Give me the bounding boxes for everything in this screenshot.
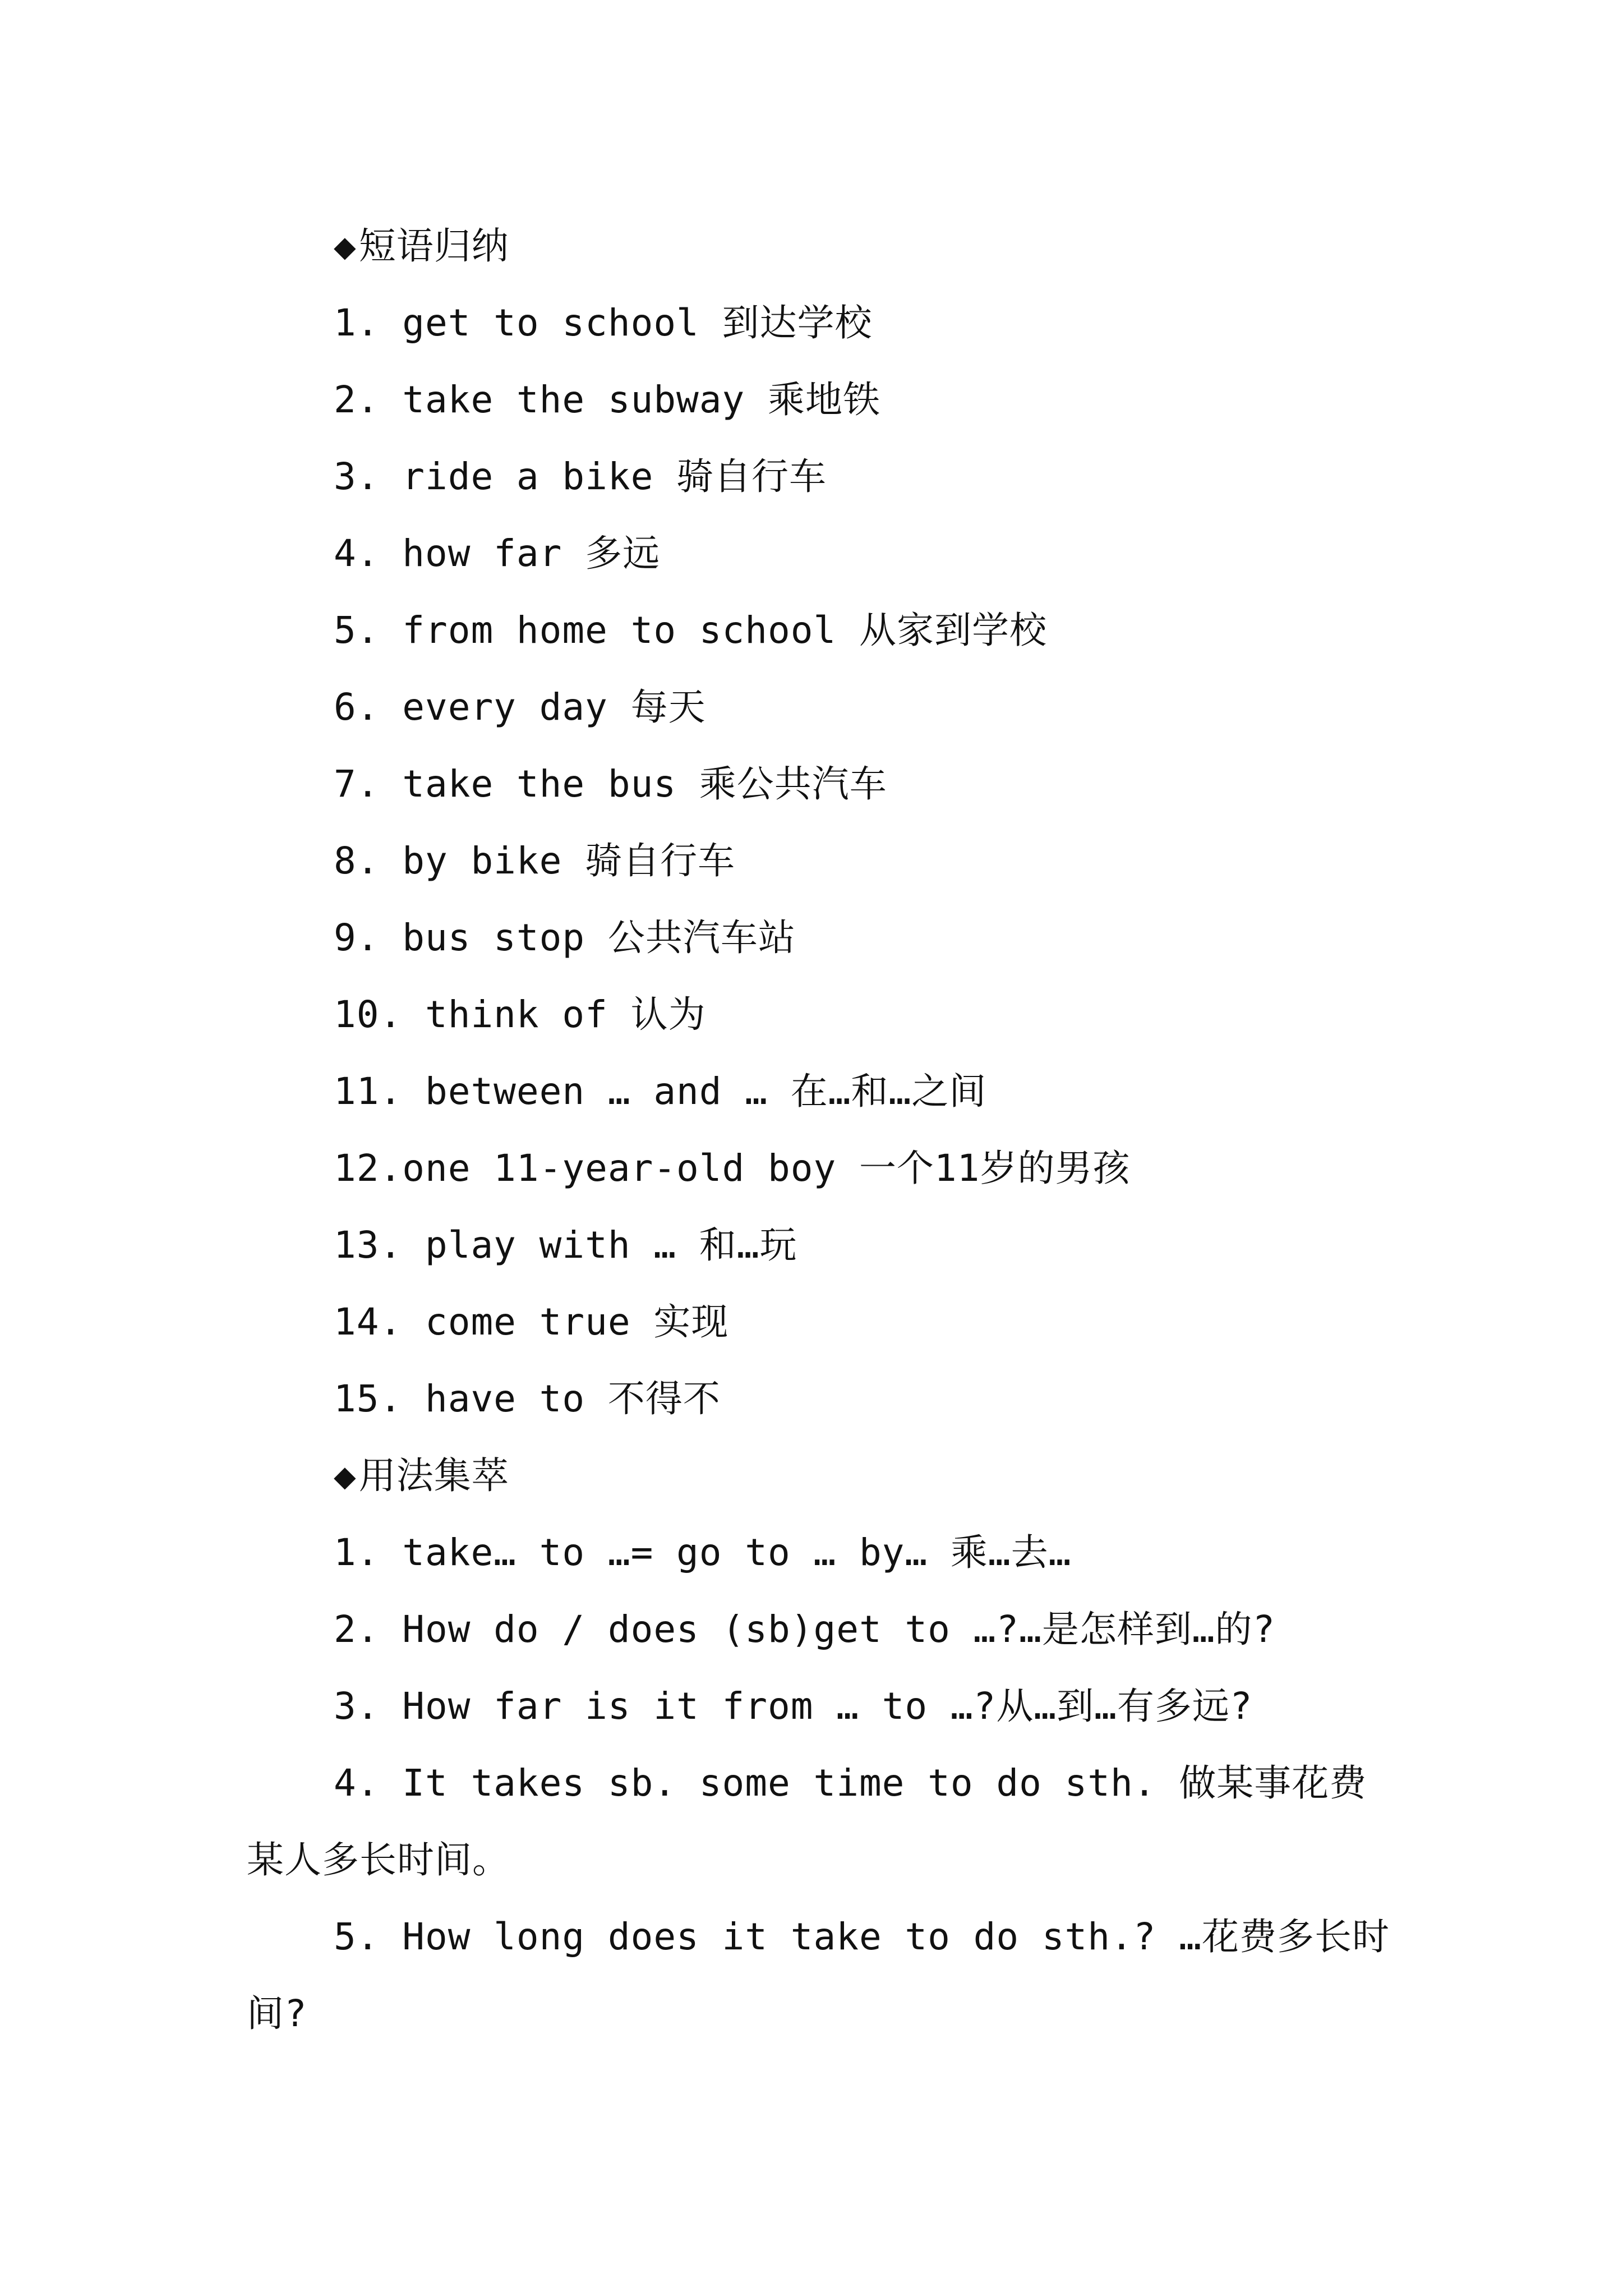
item-number: 3. <box>334 455 380 498</box>
list-item <box>334 1514 1388 1591</box>
item-number: 5. <box>334 609 380 652</box>
list-item <box>334 1053 1388 1130</box>
item-number: 2. <box>334 1608 380 1651</box>
document-content <box>247 208 1390 2052</box>
item-number: 6. <box>334 685 380 729</box>
item-number: 9. <box>334 916 380 959</box>
list-item <box>334 746 1388 822</box>
item-text: How do / does (sb)get to …?…是怎样到…的? <box>402 1608 1276 1651</box>
item-text: It takes sb. some time to do sth. 做某事花费某人多长时间。 <box>247 1761 1367 1881</box>
list-item <box>334 899 1388 976</box>
item-number: 7. <box>334 762 380 806</box>
item-text: play with … 和…玩 <box>425 1223 797 1267</box>
section-title: 短语归纳 <box>358 224 509 268</box>
list-item <box>334 669 1388 746</box>
item-text: by bike 骑自行车 <box>402 839 736 882</box>
list-item <box>334 1591 1388 1668</box>
list-item <box>334 438 1388 515</box>
list-item <box>334 515 1388 592</box>
diamond-bullet-icon: ◆ <box>334 1454 357 1497</box>
item-text: every day 每天 <box>402 685 706 729</box>
list-item <box>334 1207 1388 1283</box>
item-number: 1. <box>334 301 380 344</box>
item-text: take the bus 乘公共汽车 <box>402 762 887 806</box>
item-number: 3. <box>334 1685 380 1728</box>
item-number: 2. <box>334 378 380 421</box>
section-title: 用法集萃 <box>358 1454 509 1497</box>
item-number: 13. <box>334 1223 403 1267</box>
item-number: 14. <box>334 1300 403 1343</box>
list-item <box>334 284 1388 361</box>
item-number: 11. <box>334 1070 403 1113</box>
item-number: 4. <box>334 532 380 575</box>
item-text: take the subway 乘地铁 <box>402 378 880 421</box>
item-text: bus stop 公共汽车站 <box>402 916 796 959</box>
item-number: 5. <box>334 1915 380 1958</box>
item-number: 4. <box>334 1761 380 1805</box>
item-number: 12. <box>334 1147 403 1190</box>
item-text: between … and … 在…和…之间 <box>425 1070 987 1113</box>
list-item-wrapped <box>247 1898 1391 2052</box>
item-text: take… to …= go to … by… 乘…去… <box>402 1531 1072 1574</box>
list-item-wrapped <box>247 1745 1391 1898</box>
item-text: come true 实现 <box>425 1300 729 1343</box>
item-text: from home to school 从家到学校 <box>402 609 1047 652</box>
item-text: get to school 到达学校 <box>402 301 873 344</box>
section-heading-phrases <box>334 208 1388 284</box>
section-heading-usage <box>334 1437 1388 1514</box>
list-item <box>334 976 1388 1053</box>
item-number: 1. <box>334 1531 380 1574</box>
item-text: think of 认为 <box>425 993 706 1036</box>
item-text: How long does it take to do sth.? …花费多长时间? <box>247 1915 1390 2035</box>
item-number: 15. <box>334 1377 403 1420</box>
list-item <box>334 361 1388 438</box>
list-item <box>334 1360 1388 1437</box>
item-number: 10. <box>334 993 403 1036</box>
list-item <box>334 1668 1388 1745</box>
list-item <box>334 592 1388 669</box>
item-text: ride a bike 骑自行车 <box>402 455 827 498</box>
list-item <box>334 1130 1388 1207</box>
item-text: one 11-year-old boy 一个11岁的男孩 <box>402 1147 1131 1190</box>
list-item <box>334 1283 1388 1360</box>
diamond-bullet-icon: ◆ <box>334 224 357 268</box>
item-number: 8. <box>334 839 380 882</box>
item-text: have to 不得不 <box>425 1377 721 1420</box>
list-item <box>334 822 1388 899</box>
item-text: How far is it from … to …?从…到…有多远? <box>402 1685 1253 1728</box>
item-text: how far 多远 <box>402 532 661 575</box>
